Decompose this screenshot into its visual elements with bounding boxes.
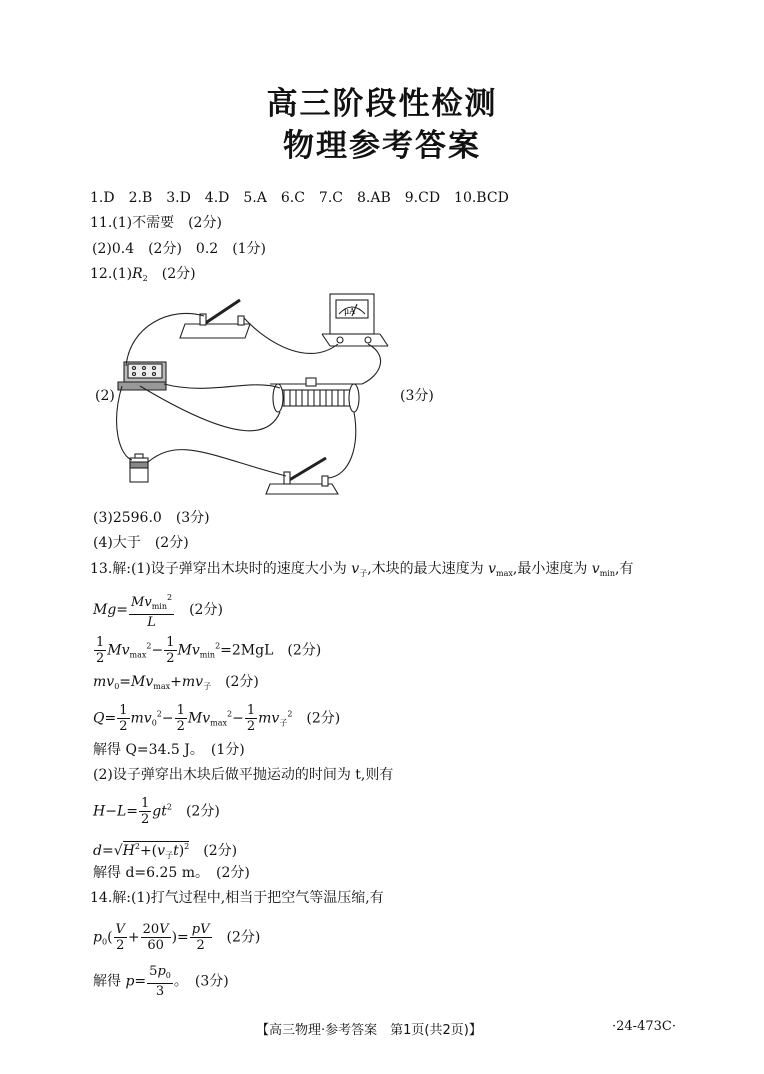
wire [140, 386, 280, 431]
q13-eq2: $\frac{1}{2}$ $Mv_{max}^2-$ $\frac{1}{2}$ $Mv_{min}^2=2MgL$ (2分) [96, 635, 322, 666]
q14-eq1: $p_0$( $\frac{V}{2}$ + $\frac{20V}{60}$ )= $\frac{pV}{2}$ (2分) [93, 922, 261, 953]
q11-part1: 11.(1)不需要 (2分) [90, 215, 222, 231]
page-footer: 【高三物理·参考答案 第1页(共2页)】 [256, 1023, 482, 1038]
exam-code: ·24-473C· [612, 1019, 676, 1034]
switch1-base [180, 324, 250, 338]
page-title: 高三阶段性检测 [266, 86, 498, 122]
q13-eq5: H−L= $\frac{1}{2}$ $gt^2$ (2分) [93, 796, 220, 827]
wire [164, 384, 280, 388]
wire [148, 450, 286, 476]
wire [362, 344, 381, 384]
q13-intro: 13.解:(1)设子弹穿出木块时的速度大小为 $v_子$,木块的最大速度为 $v_{max}$,最小速度为 $v_{min}$,有 [90, 561, 634, 578]
q13-part2: (2)设子弹穿出木块后做平抛运动的时间为 t,则有 [93, 767, 394, 783]
q12-part2-score: (3分) [400, 388, 434, 404]
q13-eq6: $d=√H^2+(v_子t)^2$ (2分) [93, 842, 238, 860]
rheostat-coil [278, 390, 354, 406]
q14-intro: 14.解:(1)打气过程中,相当于把空气等温压缩,有 [90, 890, 384, 906]
q12-part2-label: (2) [95, 388, 115, 404]
q13-eq3: $mv_0=Mv_{max}+mv_子$ (2分) [93, 674, 259, 691]
q13-eq1: Mg= $\frac{Mv_{min}^2}{L}$ (2分) [93, 590, 223, 630]
q14-result: 解得 p= $\frac{5p_0}{3}$ 。 (3分) [93, 964, 229, 999]
wire [126, 313, 204, 366]
wire [328, 412, 356, 478]
circuit-diagram [100, 286, 390, 504]
q13-result2: 解得 d=6.25 m。 (2分) [93, 865, 250, 881]
q12-part3: (3)2596.0 (3分) [93, 510, 210, 526]
wire [244, 318, 338, 353]
wire [117, 386, 132, 460]
mc-answers: 1.D 2.B 3.D 4.D 5.A 6.C 7.C 8.AB 9.CD 10.BCD [90, 190, 509, 206]
microammeter-label: μA [344, 307, 355, 316]
page-subtitle: 物理参考答案 [283, 128, 481, 164]
q13-eq4: Q= $\frac{1}{2}$ $mv_0^2-$ $\frac{1}{2}$ $Mv_{max}^2-$ $\frac{1}{2}$ $mv_子^2$ (2分) [93, 703, 341, 734]
q13-result1: 解得 Q=34.5 J。 (1分) [93, 742, 245, 758]
q12-part4: (4)大于 (2分) [93, 535, 189, 551]
q11-part2: (2)0.4 (2分) 0.2 (1分) [92, 241, 267, 257]
q12-part1: $12.(1)R_2$ (2分) [90, 266, 196, 283]
switch1-blade [204, 300, 240, 324]
